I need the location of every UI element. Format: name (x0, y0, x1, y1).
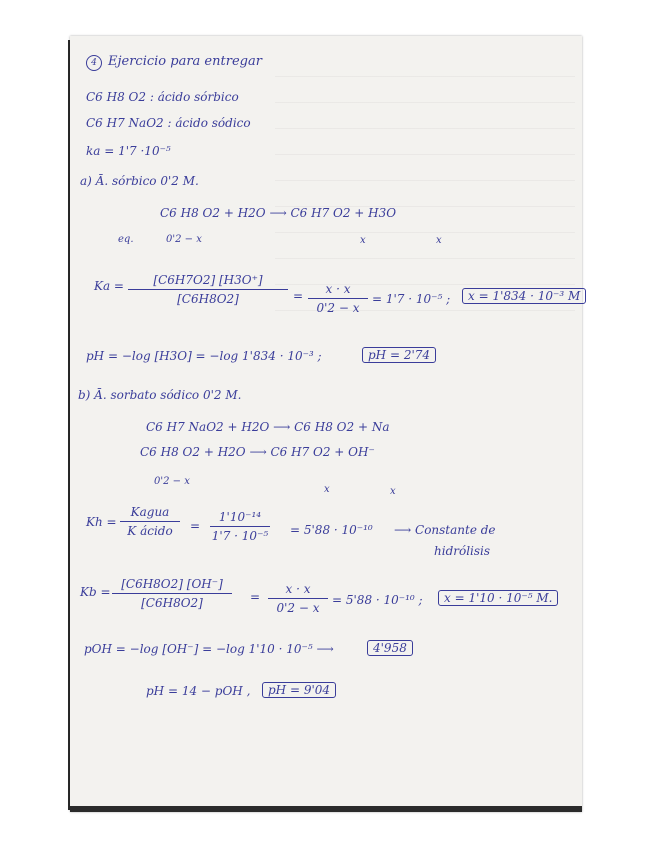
kb-lhs: Kb = (80, 585, 111, 599)
ka-denominator: [C6H8O2] (177, 292, 239, 306)
xx-fraction (308, 282, 368, 315)
ph-calc-b: pH = 14 − pOH , (146, 684, 251, 698)
kb-xx-denominator: 0'2 − x (276, 601, 320, 615)
kb-xx-fraction (268, 582, 328, 615)
kh-note-1: ⟶ Constante de (394, 523, 496, 537)
x-result-b: x = 1'10 · 10⁻⁵ M. (438, 590, 558, 606)
kb-equals: = (250, 590, 261, 604)
ka-lhs: Ka = (94, 279, 124, 293)
part-b-reaction-1: C6 H7 NaO2 + H2O ⟶ C6 H8 O2 + Na (146, 420, 390, 434)
part-a-eq-left: 0'2 − x (166, 234, 202, 245)
part-a-eq-label: eq. (118, 234, 134, 245)
part-b-reaction-2: C6 H8 O2 + H2O ⟶ C6 H7 O2 + OH⁻ (140, 445, 375, 459)
ka-line: ka = 1'7 ·10⁻⁵ (86, 144, 171, 158)
page-bottom-edge (70, 806, 582, 812)
kh-lhs: Kh = (86, 515, 117, 529)
kh-fraction (120, 505, 180, 538)
part-b-title: b) Ā. sorbato sódico 0'2 M. (78, 388, 242, 402)
part-a-eq-x2: x (436, 235, 442, 246)
exercise-heading-text: Ejercicio para entregar (108, 54, 262, 69)
kh-value: = 5'88 · 10⁻¹⁰ (290, 523, 373, 537)
part-b-eq-x2: x (390, 486, 396, 497)
ka-fraction (128, 273, 288, 306)
kh-equals: = (190, 519, 201, 533)
ka-equals: = (293, 289, 304, 303)
ka-value: = 1'7 · 10⁻⁵ ; (372, 292, 451, 306)
part-a-title: a) Ā. sórbico 0'2 M. (80, 174, 199, 188)
kh-numerator-2: 1'10⁻¹⁴ (218, 510, 262, 524)
kb-fraction (112, 577, 232, 610)
exercise-number: 4 (86, 55, 102, 71)
compound-1: C6 H8 O2 : ácido sórbico (86, 90, 239, 104)
ph-result-b: pH = 9'04 (262, 682, 336, 698)
ph-calc-a: pH = −log [H3O] = −log 1'834 · 10⁻³ ; (86, 349, 322, 363)
kb-denominator: [C6H8O2] (141, 596, 203, 610)
part-b-eq-left: 0'2 − x (154, 476, 190, 487)
kb-xx-numerator: x · x (285, 582, 311, 596)
part-b-eq-x1: x (324, 484, 330, 495)
kh-note-2: hidrólisis (434, 544, 491, 558)
ka-numerator: [C6H7O2] [H3O⁺] (153, 273, 263, 287)
kb-numerator: [C6H8O2] [OH⁻] (121, 577, 223, 591)
compound-2: C6 H7 NaO2 : ácido sódico (86, 116, 251, 130)
xx-denominator: 0'2 − x (316, 301, 360, 315)
x-result-a: x = 1'834 · 10⁻³ M (462, 288, 586, 304)
part-a-reaction: C6 H8 O2 + H2O ⟶ C6 H7 O2 + H3O (160, 206, 397, 220)
kh-fraction-2 (210, 510, 270, 543)
kh-numerator: Kagua (130, 505, 170, 519)
ph-result-a: pH = 2'74 (362, 347, 436, 363)
poh-calc: pOH = −log [OH⁻] = −log 1'10 · 10⁻⁵ ⟶ (84, 642, 334, 656)
kh-denominator: K ácido (127, 524, 173, 538)
exercise-heading (86, 55, 262, 71)
kb-value: = 5'88 · 10⁻¹⁰ ; (332, 593, 423, 607)
kh-denominator-2: 1'7 · 10⁻⁵ (211, 529, 269, 543)
xx-numerator: x · x (325, 282, 351, 296)
part-a-eq-x1: x (360, 235, 366, 246)
poh-result: 4'958 (367, 640, 413, 656)
